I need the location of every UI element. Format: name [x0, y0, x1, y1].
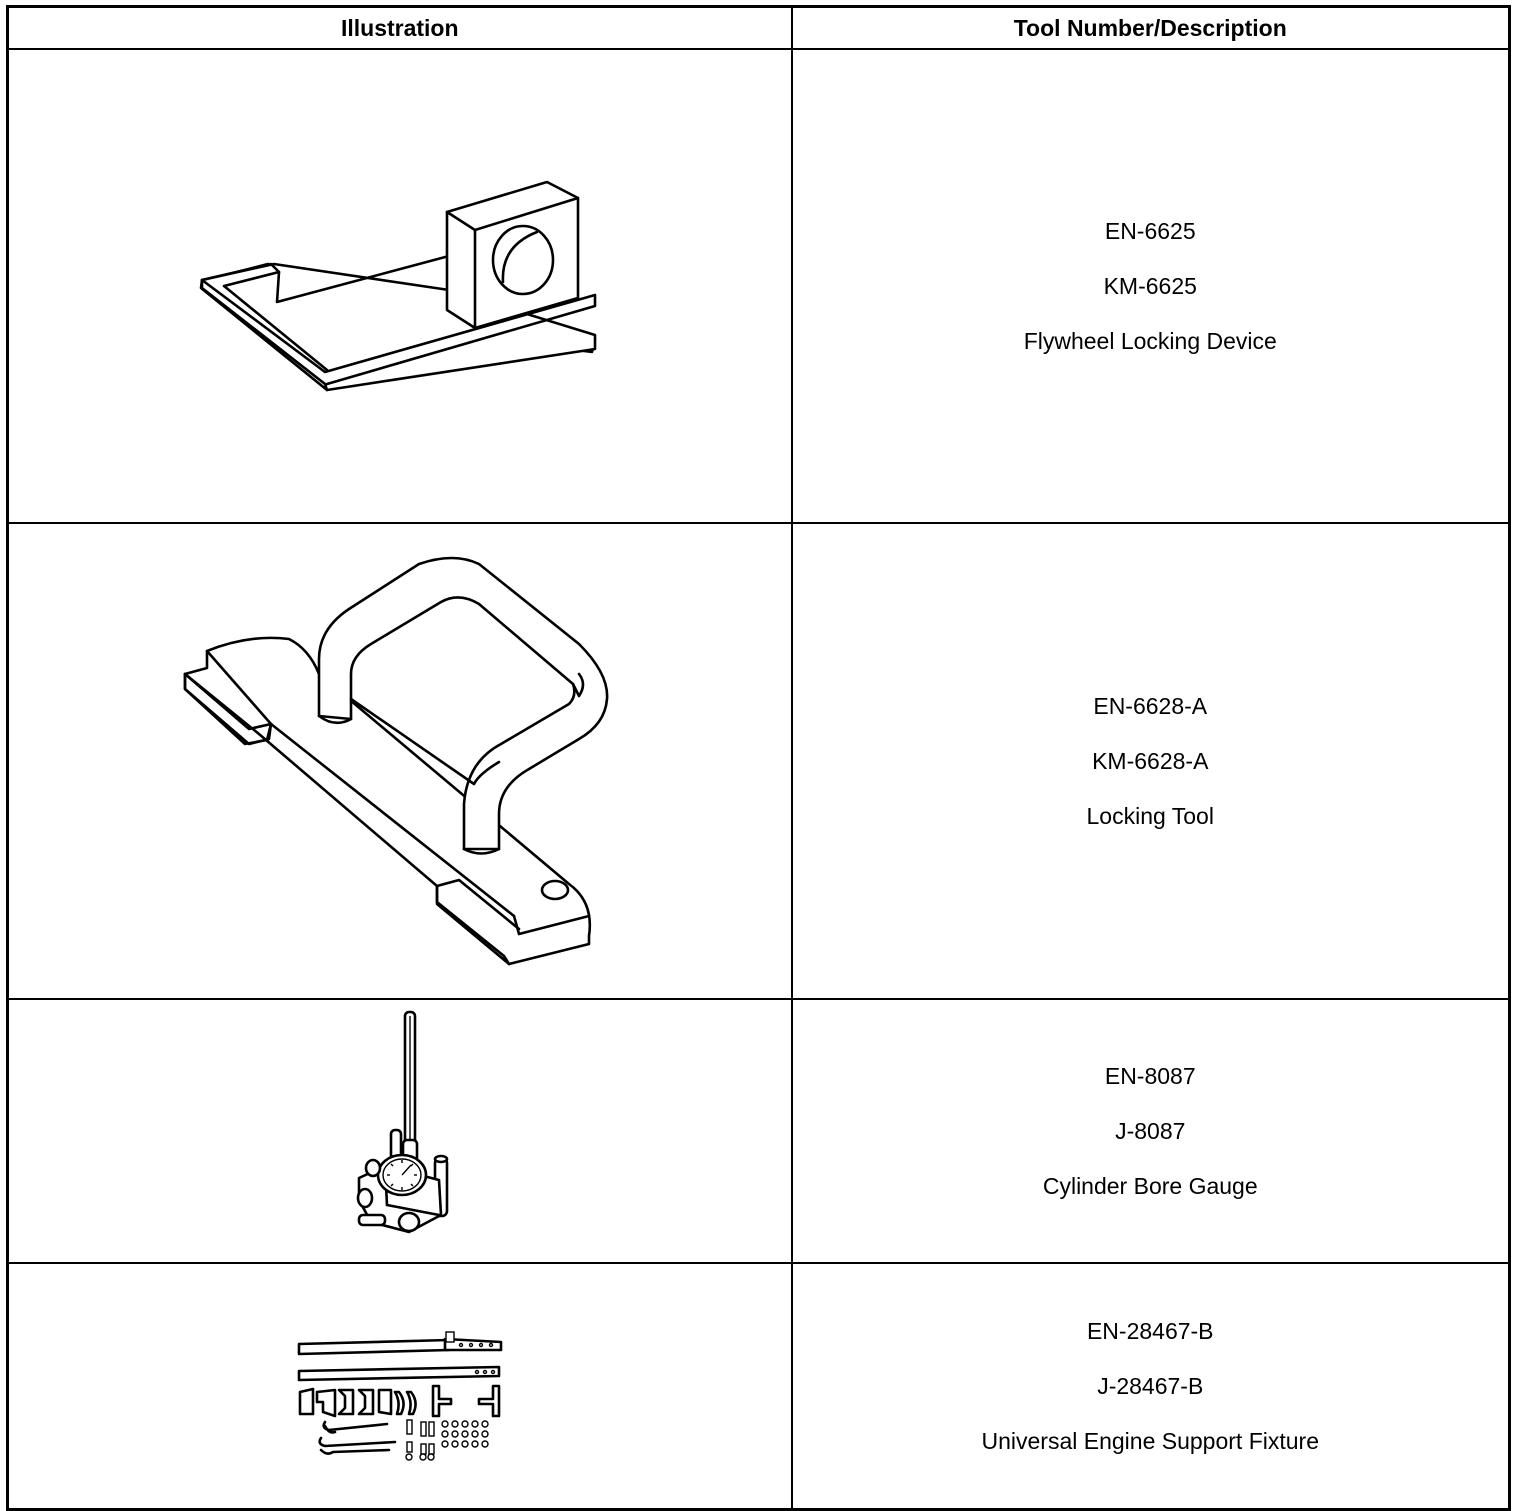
tool-number-en: EN-8087	[1104, 1063, 1196, 1089]
tool-description-cell	[792, 1263, 1510, 1510]
illustration-cell	[8, 523, 792, 999]
tool-number-km: KM-6628-A	[1092, 748, 1209, 774]
table-row	[8, 999, 1510, 1263]
tool-number-j: J-28467-B	[1097, 1373, 1204, 1399]
tool-description: Flywheel Locking Device	[1023, 328, 1277, 354]
header-row	[8, 7, 1510, 50]
tool-description: Locking Tool	[1086, 803, 1214, 829]
tool-number-en: EN-6628-A	[1093, 693, 1208, 719]
illustration-cell	[8, 999, 792, 1263]
tool-number-j: J-8087	[1115, 1118, 1186, 1144]
tool-description: Universal Engine Support Fixture	[981, 1428, 1319, 1454]
cylinder-bore-gauge-drawing	[9, 1000, 793, 1262]
table-row	[8, 523, 1510, 999]
table-row	[8, 1263, 1510, 1510]
illustration-cell	[8, 49, 792, 523]
table-row	[8, 49, 1510, 523]
illustration-cell	[8, 1263, 792, 1510]
tool-description-cell	[792, 999, 1510, 1263]
tool-number-en: EN-6625	[1104, 218, 1196, 244]
locking-tool-drawing	[9, 524, 793, 998]
tool-description: Cylinder Bore Gauge	[1042, 1173, 1258, 1199]
special-tools-table	[6, 5, 1511, 1511]
tool-number-en: EN-28467-B	[1086, 1318, 1214, 1344]
tool-description-cell	[792, 523, 1510, 999]
illustration-header: Illustration	[8, 7, 792, 50]
engine-support-fixture-drawing	[9, 1264, 793, 1508]
tool-description-cell	[792, 49, 1510, 523]
tool-description-header: Tool Number/Description	[792, 7, 1510, 50]
tool-number-km: KM-6625	[1103, 273, 1197, 299]
flywheel-locking-device-drawing	[9, 50, 793, 522]
